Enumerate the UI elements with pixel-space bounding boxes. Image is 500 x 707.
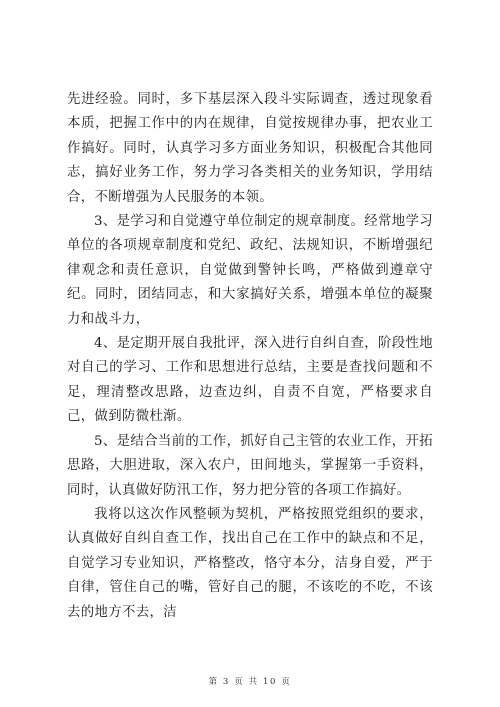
- paragraph-conclusion: 我将以这次作风整顿为契机，严格按照党组织的要求，认真做好自纠自查工作，找出自己在工作中的缺点和不足，自觉学习专业知识，严格整改，恪守本分，洁身自爱，严于自律，管住自己的嘴，管好自己的腿，不该吃的不吃，不该去的地方不去，洁: [67, 506, 433, 620]
- page-number-footer: 第 3 页 共 10 页: [208, 677, 292, 687]
- paragraph-item-3-rules: 3、是学习和自觉遵守单位制定的规章制度。经常地学习单位的各项规章制度和党纪、政纪、法规知识，不断增强纪律观念和责任意识，自觉做到警钟长鸣，严格做到遵章守纪。同时，团结同志，和大家搞好关系，增强本单位的凝聚力和战斗力，: [67, 214, 433, 327]
- document-body: [67, 88, 433, 625]
- paragraph-item-5-current-work: 5、是结合当前的工作，抓好自己主管的农业工作，开拓思路，大胆进取，深入农户，田间地头，掌握第一手资料，同时，认真做好防汛工作，努力把分管的各项工作搞好。: [67, 433, 433, 498]
- paragraph-item-4-self-criticism: 4、是定期开展自我批评，深入进行自纠自查，阶段性地对自己的学习、工作和思想进行总结，主要是查找问题和不足，理清整改思路，边查边纠，自责不自宽，严格要求自己，做到防微杜渐。: [67, 336, 433, 425]
- paragraph-experience: 先进经验。同时，多下基层深入段斗实际调查，透过现象看本质，把握工作中的内在规律，自觉按规律办事，把农业工作搞好。同时，认真学习多方面业务知识，积极配合其他同志，搞好业务工作，努力学习各类相关的业务知识，学用结合，不断增强为人民服务的本领。: [67, 92, 433, 205]
